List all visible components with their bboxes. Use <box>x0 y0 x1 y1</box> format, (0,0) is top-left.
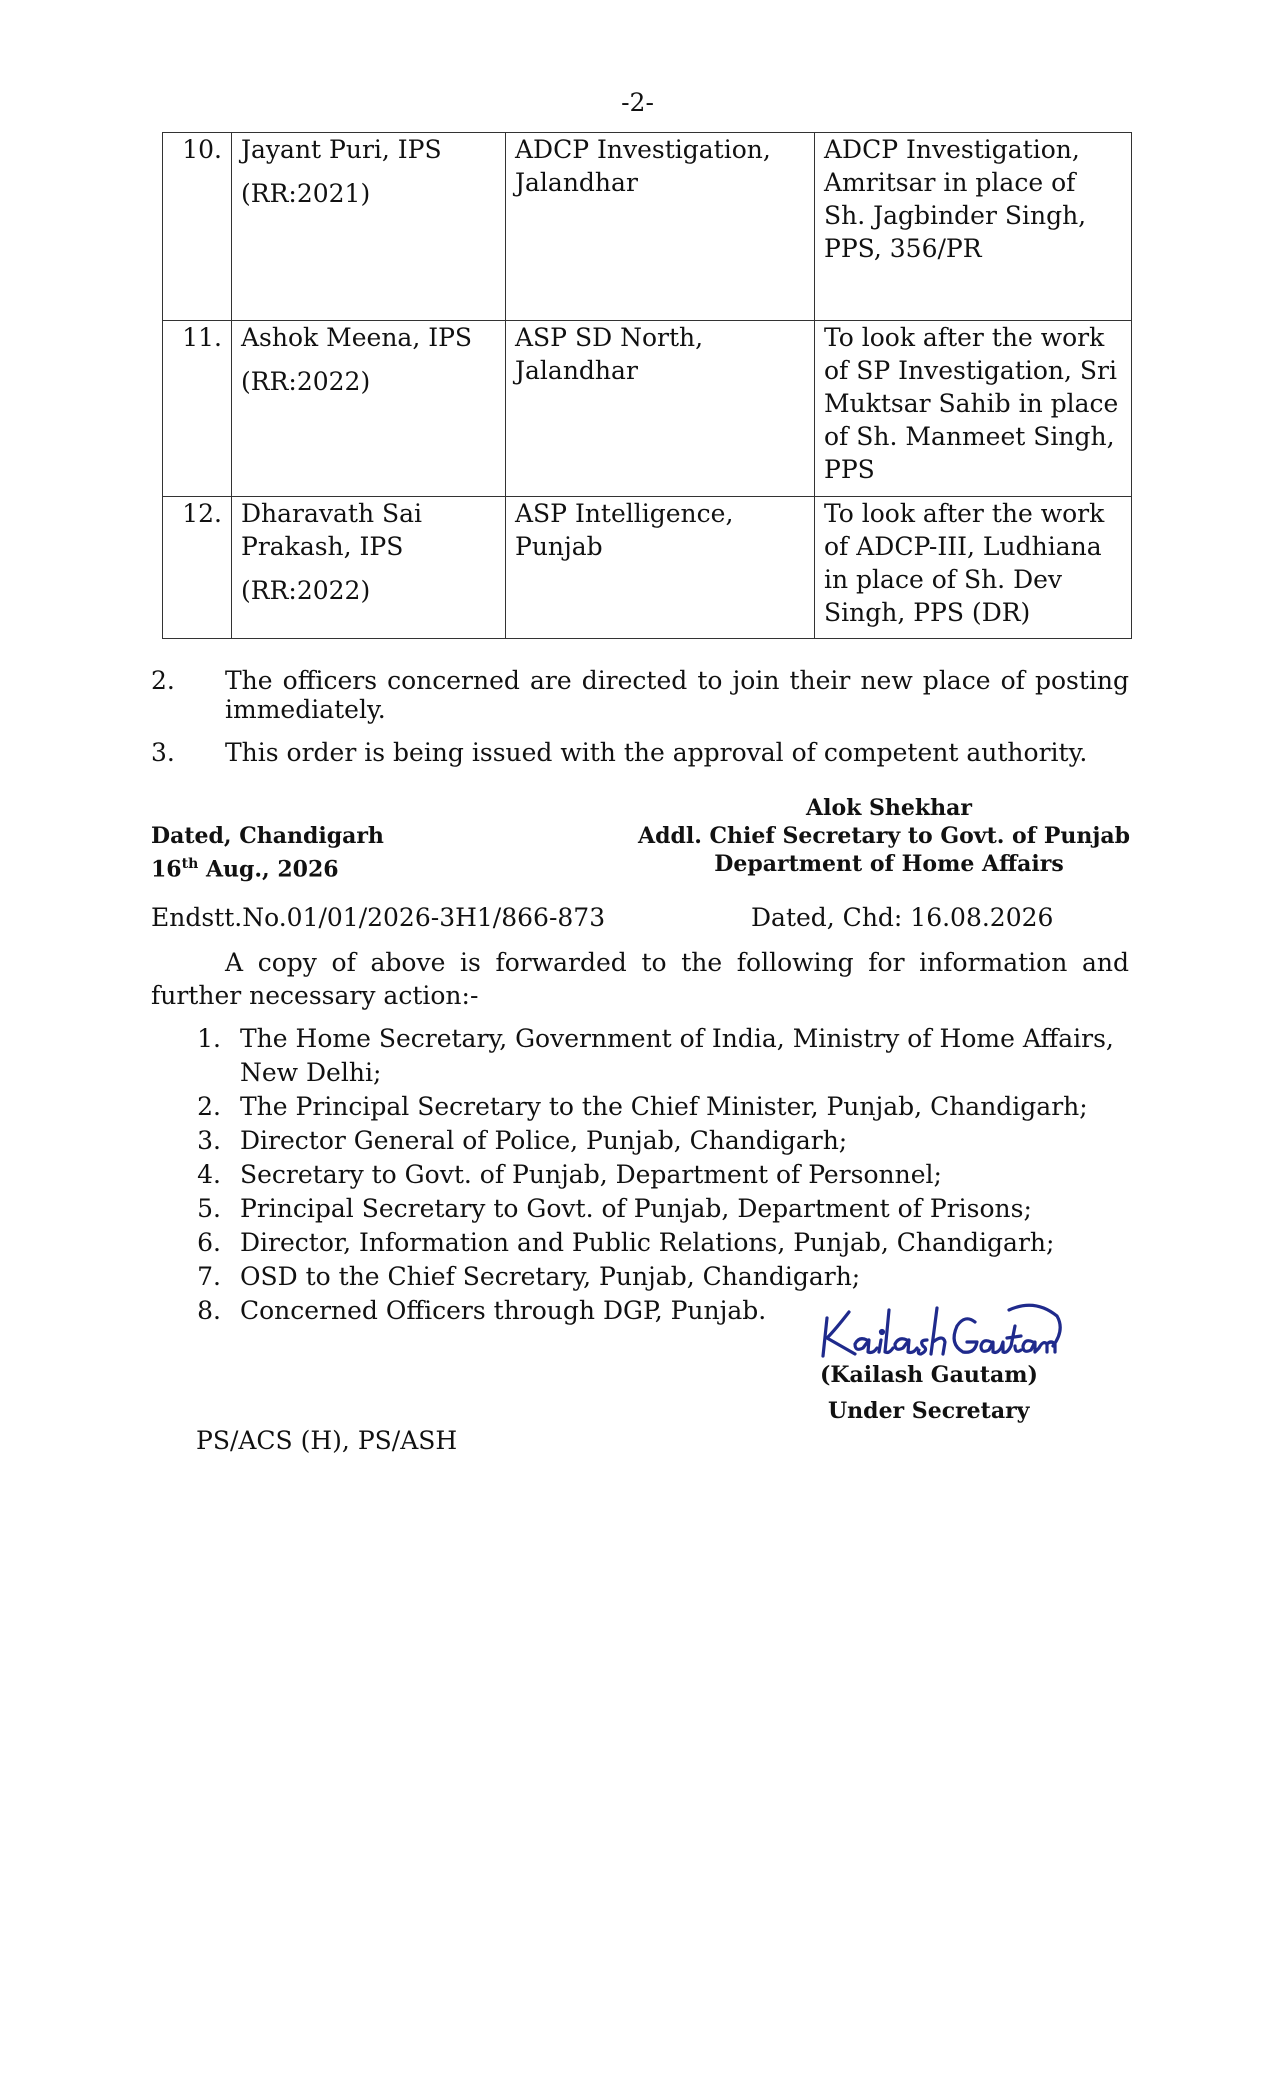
officer-name: Dharavath Sai Prakash, IPS <box>241 499 423 561</box>
list-item: 5. Principal Secretary to Govt. of Punjab, Department of Prisons; <box>197 1194 1032 1223</box>
dated-block <box>151 822 384 883</box>
table-row <box>163 321 1132 497</box>
paragraph-text: The officers concerned are directed to join their new place of posting immediately. <box>225 666 1129 724</box>
officer-cell <box>232 133 506 321</box>
list-item: 1. The Home Secretary, Government of India, Ministry of Home Affairs, New Delhi; <box>197 1024 1114 1087</box>
dated-place: Dated, Chandigarh <box>151 823 384 849</box>
officer-name: Ashok Meena, IPS <box>241 323 473 352</box>
list-item: 2. The Principal Secretary to the Chief Minister, Punjab, Chandigarh; <box>197 1092 1088 1121</box>
table-row <box>163 133 1132 321</box>
copy-intro: A copy of above is forwarded to the following for information and further necessary action:- <box>151 948 1129 1010</box>
signatory-name: (Kailash Gautam) <box>820 1362 1038 1388</box>
page-number: -2- <box>621 88 654 117</box>
officer-batch: (RR:2022) <box>241 576 371 605</box>
handwritten-signature <box>815 1290 1075 1370</box>
serial-number: 10. <box>163 133 232 321</box>
list-item: 7. OSD to the Chief Secretary, Punjab, Chandigarh; <box>197 1262 861 1291</box>
list-item: 3. Director General of Police, Punjab, Chandigarh; <box>197 1126 848 1155</box>
issuer-name: Alok Shekhar <box>806 795 972 821</box>
issuer-block <box>638 794 1130 878</box>
officer-cell <box>232 321 506 497</box>
list-item: 4. Secretary to Govt. of Punjab, Department of Personnel; <box>197 1160 942 1189</box>
new-posting: To look after the work of ADCP-III, Ludhiana in place of Sh. Dev Singh, PPS (DR) <box>815 497 1132 639</box>
serial-number: 11. <box>163 321 232 497</box>
paragraph-2 <box>151 666 1129 724</box>
paragraph-number: 3. <box>151 738 175 767</box>
officer-cell <box>232 497 506 639</box>
cc-line: PS/ACS (H), PS/ASH <box>196 1426 458 1455</box>
officer-batch: (RR:2022) <box>241 367 371 396</box>
officer-batch: (RR:2021) <box>241 179 371 208</box>
paragraph-text: This order is being issued with the approval of competent authority. <box>225 738 1088 767</box>
endorsement-number: Endstt.No.01/01/2026-3H1/866-873 <box>151 903 606 932</box>
issuer-designation: Addl. Chief Secretary to Govt. of Punjab <box>638 823 1130 849</box>
table-row <box>163 497 1132 639</box>
new-posting: ADCP Investigation, Amritsar in place of Sh. Jagbinder Singh, PPS, 356/PR <box>815 133 1132 321</box>
officer-name: Jayant Puri, IPS <box>241 135 442 164</box>
present-posting: ADCP Investigation, Jalandhar <box>506 133 815 321</box>
paragraph-3 <box>151 738 1129 767</box>
recipients-list <box>185 1022 1130 1328</box>
list-item: 6. Director, Information and Public Relations, Punjab, Chandigarh; <box>197 1228 1055 1257</box>
signatory-designation: Under Secretary <box>828 1398 1030 1424</box>
present-posting: ASP Intelligence, Punjab <box>506 497 815 639</box>
present-posting: ASP SD North, Jalandhar <box>506 321 815 497</box>
issuer-department: Department of Home Affairs <box>714 851 1064 877</box>
new-posting: To look after the work of SP Investigation, Sri Muktsar Sahib in place of Sh. Manmeet Singh, PPS <box>815 321 1132 497</box>
postings-table <box>162 132 1132 639</box>
serial-number: 12. <box>163 497 232 639</box>
list-item: 8. Concerned Officers through DGP, Punjab. <box>197 1296 767 1325</box>
endorsement-date: Dated, Chd: 16.08.2026 <box>751 903 1054 932</box>
paragraph-number: 2. <box>151 666 175 695</box>
dated-date: 16th Aug., 2026 <box>151 856 339 883</box>
